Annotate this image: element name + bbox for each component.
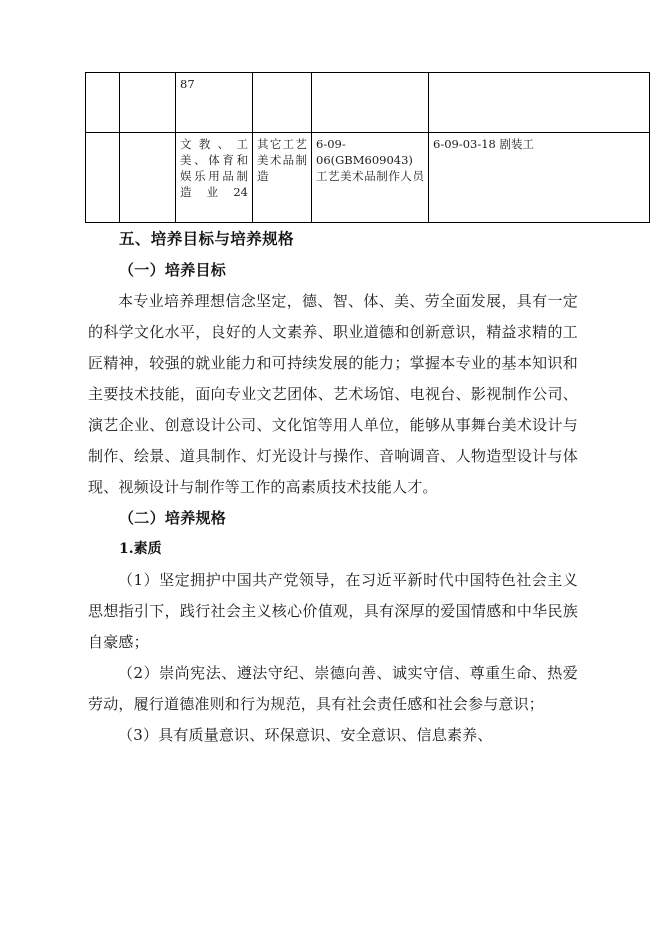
paragraph-quality-item-3: （3）具有质量意识、环保意识、安全意识、信息素养、	[118, 726, 493, 744]
table-cell-occupation-category	[312, 73, 429, 133]
table-cell-job: 6-09-03-18 剧装工	[429, 133, 650, 223]
table-cell-spacer-b	[120, 133, 176, 223]
item-heading-quality: 1.素质	[119, 541, 162, 557]
table-cell-subcategory: 其它工艺美术品制造	[253, 133, 312, 223]
table-cell-spacer-a	[86, 133, 120, 223]
paragraph-training-objective: 本专业培养理想信念坚定，德、智、体、美、劳全面发展，具有一定的科学文化水平，良好的人文素养、职业道德和创新意识，精益求精的工匠精神，较强的就业能力和可持续发展的能力；掌握本专业的基本知识和主要技术技能，面向专业文艺团体、艺术场馆、电视台、影视制作公司、演艺企业、创意设计公司、文化馆等用人单位，能够从事舞台美术设计与制作、绘景、道具制作、灯光设计与操作、音响调音、人物造型设计与体现、视频设计与制作等工作的高素质技术技能人才。	[88, 292, 578, 496]
table-cell-industry: 文教、工美、体育和娱乐用品制造业24	[176, 133, 253, 223]
subsection-heading-training-specification: （二）培养规格	[119, 509, 227, 527]
table-cell-subcategory	[253, 73, 312, 133]
table-row	[86, 73, 650, 133]
table-cell-spacer-b	[120, 73, 176, 133]
occupation-mapping-table-wrapper	[85, 72, 595, 223]
paragraph-quality-item-1: （1）坚定拥护中国共产党领导，在习近平新时代中国特色社会主义思想指引下，践行社会主义核心价值观，具有深厚的爱国情感和中华民族自豪感；	[88, 571, 578, 651]
subsection-heading-training-objective: （一）培养目标	[119, 261, 227, 279]
page-title: 五、培养目标与培养规格	[119, 230, 294, 248]
table-row	[86, 133, 650, 223]
document-body	[88, 224, 578, 751]
table-cell-spacer-a	[86, 73, 120, 133]
paragraph-quality-item-2: （2）崇尚宪法、遵法守纪、崇德向善、诚实守信、尊重生命、热爱劳动，履行道德准则和行为规范，具有社会责任感和社会参与意识；	[88, 664, 578, 713]
table-cell-job	[429, 73, 650, 133]
table-cell-industry: 87	[176, 73, 253, 133]
occupation-mapping-table	[85, 72, 650, 223]
table-cell-occupation-category: 6-09-06(GBM609043) 工艺美术品制作人员	[312, 133, 429, 223]
